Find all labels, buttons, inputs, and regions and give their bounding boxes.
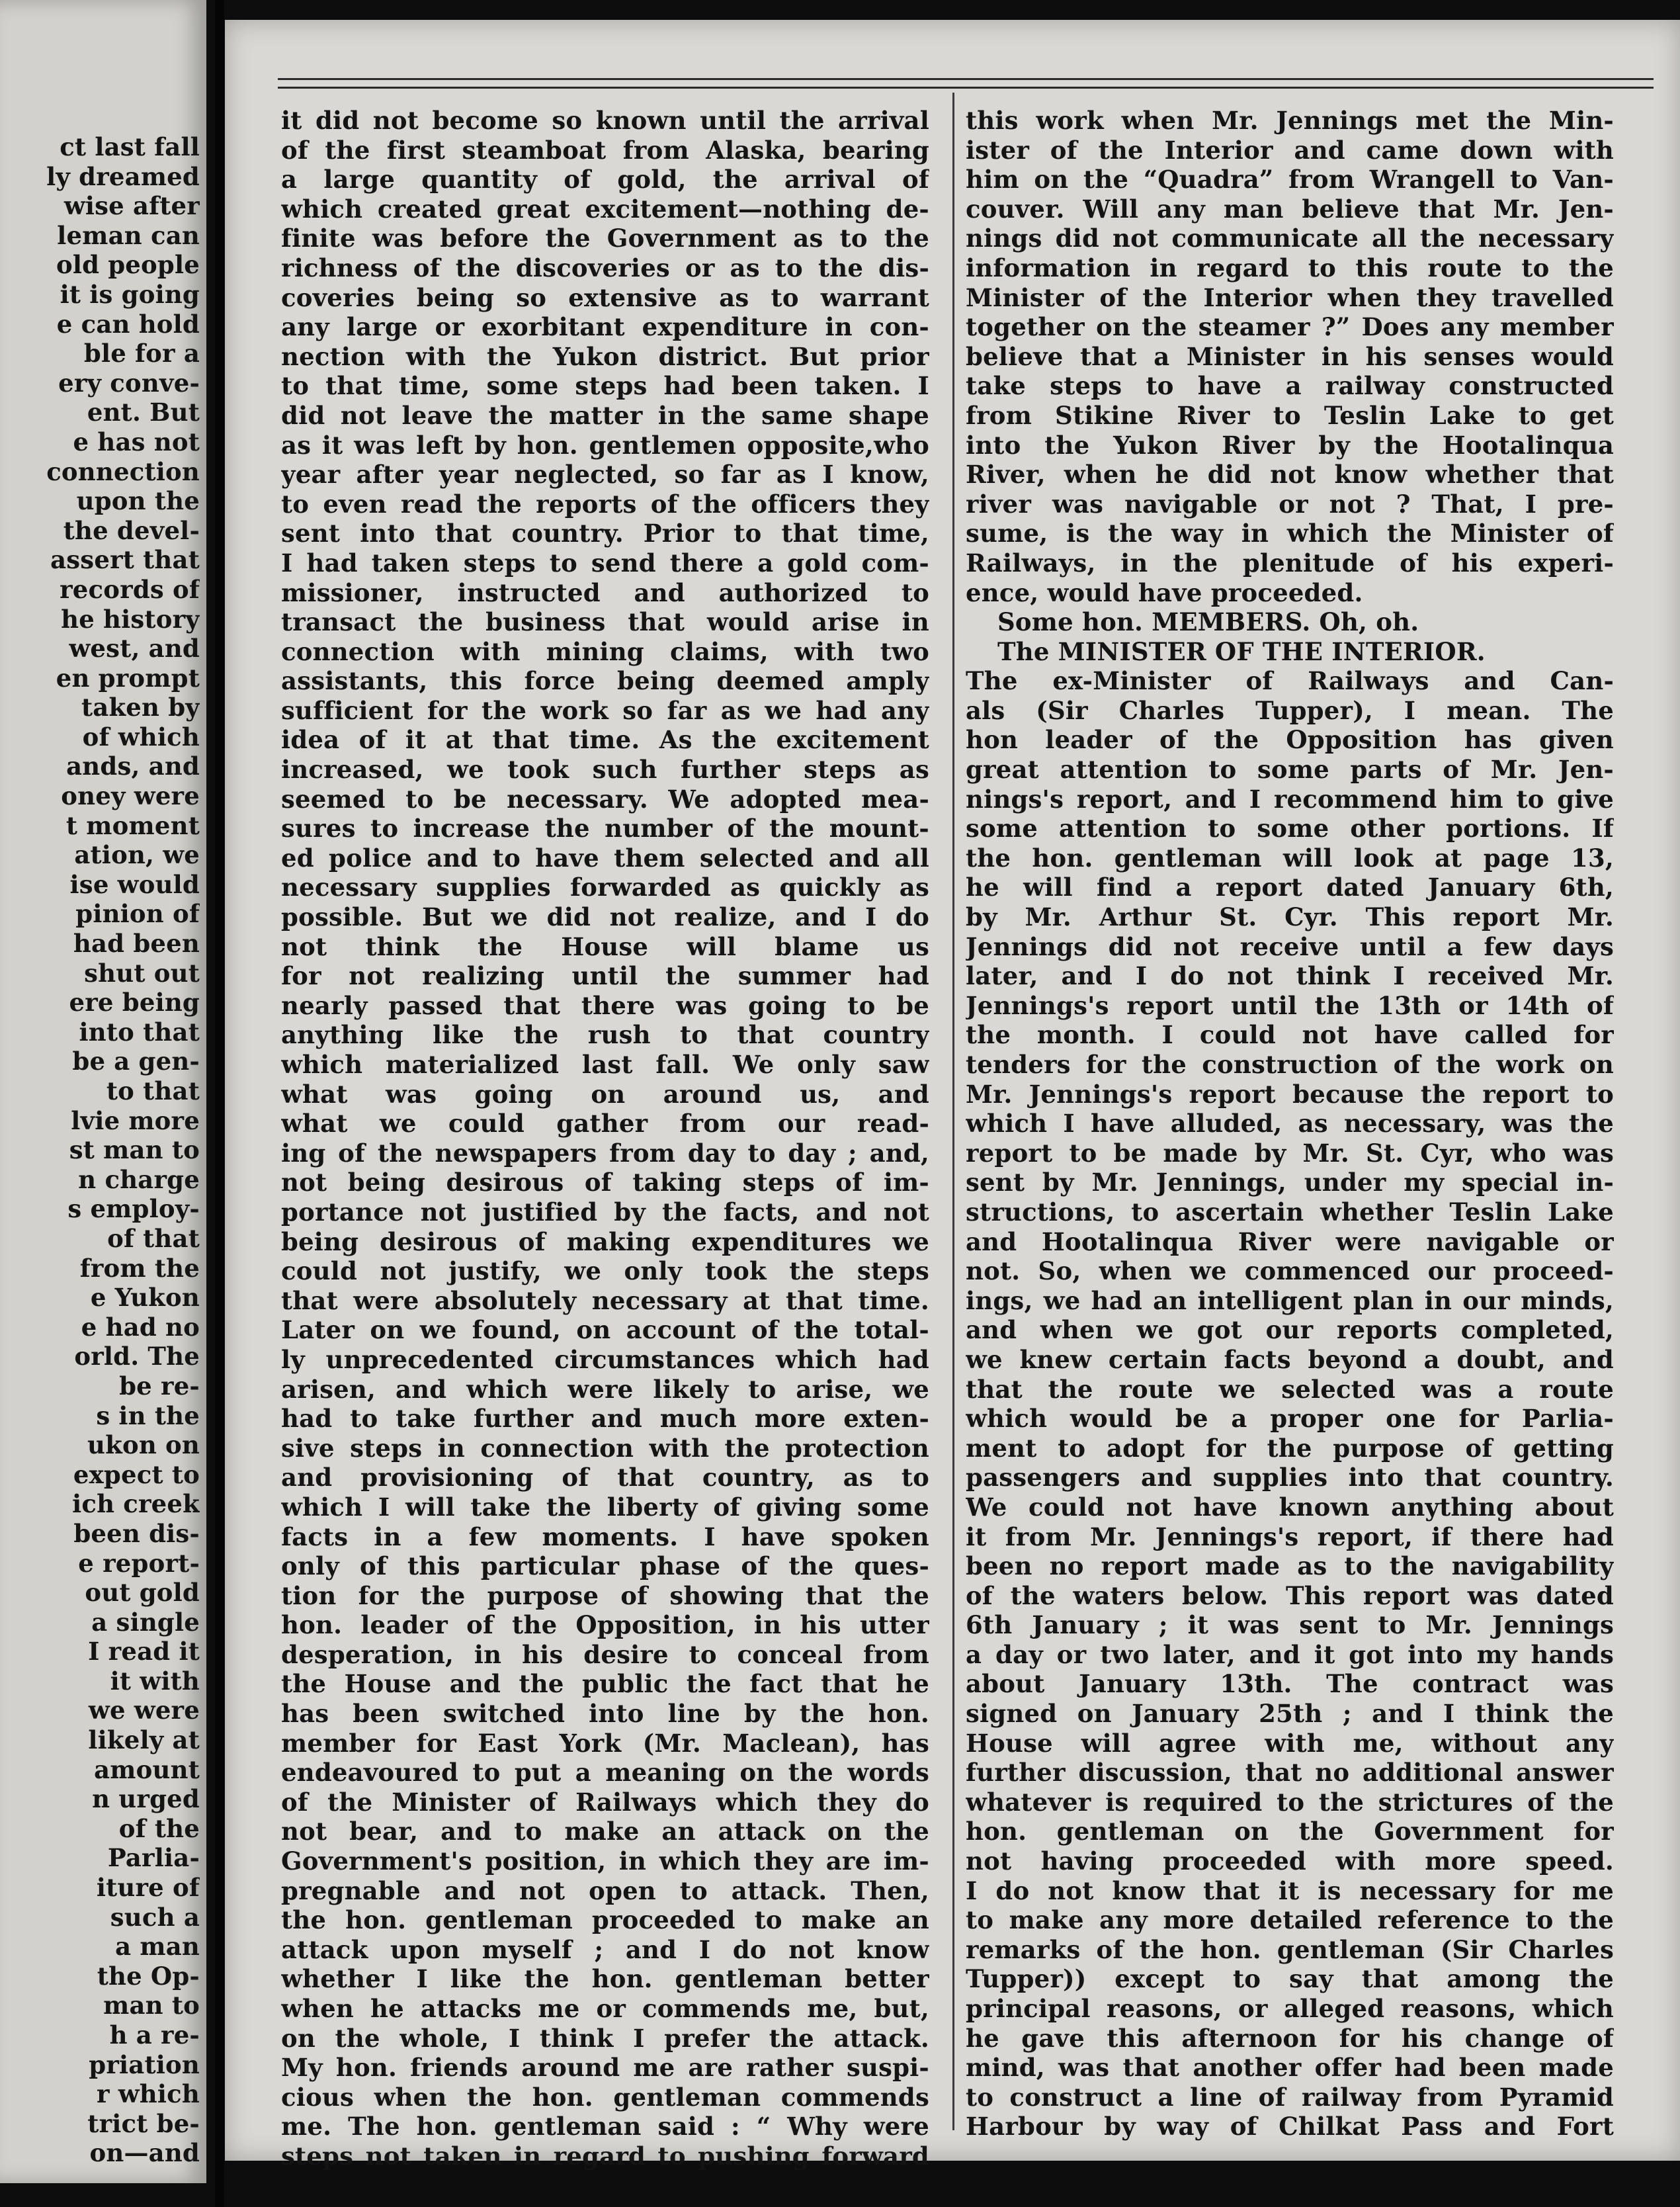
text-line: hon leader of the Opposition has given (966, 725, 1614, 755)
top-rule (278, 78, 1654, 89)
text-line: year after year neglected, so far as I know, (281, 460, 929, 490)
text-line: hon. leader of the Opposition, in his utter (281, 1610, 929, 1640)
text-line: principal reasons, or alleged reasons, which (966, 1994, 1614, 2023)
text-line: records of (60, 574, 200, 604)
text-line: wise after (63, 191, 200, 221)
text-line: ence, would have proceeded. (966, 578, 1363, 607)
text-line: this work when Mr. Jennings met the Min- (966, 106, 1614, 135)
text-line: a single (91, 1607, 200, 1637)
text-line: he history (61, 604, 200, 634)
text-line: trict be- (87, 2108, 200, 2138)
text-line: sive steps in connection with the protection (281, 1433, 929, 1463)
text-line: st man to (69, 1135, 200, 1165)
text-line: transact the business that would arise in (281, 607, 929, 637)
text-line: old people (56, 250, 200, 280)
text-line: take steps to have a railway constructed (966, 371, 1614, 401)
text-line: into the Yukon River by the Hootalinqua (966, 430, 1614, 460)
text-line: of the Minister of Railways which they do (281, 1787, 929, 1817)
text-line: lvie more (71, 1105, 200, 1135)
text-line: attack upon myself ; and I do not know (281, 1934, 929, 1964)
text-line: likely at (88, 1725, 200, 1755)
text-line: out gold (85, 1578, 200, 1608)
text-line: any large or exorbitant expenditure in con- (281, 312, 929, 342)
column-divider (952, 93, 954, 2130)
text-line: me. The hon. gentleman said : “ Why were (281, 2112, 929, 2142)
text-line: what was going on around us, and (281, 1079, 929, 1109)
text-line: increased, we took such further steps as (281, 755, 929, 785)
text-line: has been switched into line by the hon. (281, 1699, 929, 1729)
text-line: idea of it at that time. As the excitement (281, 725, 929, 755)
text-line: ed police and to have them selected and all (281, 843, 929, 873)
text-line: a large quantity of gold, the arrival of (281, 165, 929, 195)
text-line: of which (82, 722, 200, 752)
middle-column (281, 106, 929, 2171)
text-line: to make any more detailed reference to the (966, 1905, 1614, 1935)
text-line: I read it (88, 1637, 200, 1666)
text-line: h a re- (109, 2020, 200, 2050)
text-line: sent by Mr. Jennings, under my special in- (966, 1168, 1614, 1197)
text-line: desperation, in his desire to conceal from (281, 1639, 929, 1669)
text-line: which would be a proper one for Parlia- (966, 1404, 1614, 1434)
text-line: not. So, when we commenced our proceed- (966, 1256, 1614, 1286)
text-line: facts in a few moments. I have spoken (281, 1522, 929, 1551)
text-line: River, when he did not know whether that (966, 460, 1614, 490)
text-line: The ex-Minister of Railways and Can- (966, 666, 1614, 696)
text-line: the hon. gentleman proceeded to make an (281, 1905, 929, 1935)
text-line: had to take further and much more exten- (281, 1404, 929, 1434)
text-line: been no report made as to the navigability (966, 1551, 1614, 1581)
text-line: from the (79, 1253, 200, 1283)
text-line: believe that a Minister in his senses would (966, 341, 1614, 371)
text-line: ands, and (66, 752, 200, 781)
page-gutter (215, 0, 224, 2207)
text-line: for not realizing until the summer had (281, 961, 929, 991)
text-line: great attention to some parts of Mr. Jen- (966, 755, 1614, 785)
text-line: shut out (84, 958, 200, 988)
text-line: of the waters below. This report was dated (966, 1580, 1614, 1610)
text-line: Later on we found, on account of the total- (281, 1315, 929, 1345)
text-line: upon the (76, 486, 200, 516)
text-line: it did not become so known until the arrival (281, 106, 929, 135)
text-line: We could not have known anything about (966, 1492, 1614, 1522)
text-line: nings did not communicate all the necessary (966, 224, 1614, 253)
text-line: into that (79, 1017, 200, 1047)
text-line: nection with the Yukon district. But prior (281, 341, 929, 371)
text-line: n urged (92, 1784, 200, 1814)
text-line: a man (115, 1932, 200, 1962)
text-line: ble for a (83, 339, 200, 368)
text-line: nings's report, and I recommend him to give (966, 784, 1614, 814)
text-line: Mr. Jennings's report because the report to (966, 1079, 1614, 1109)
text-line: signed on January 25th ; and I think the (966, 1699, 1614, 1729)
text-line: that the route we selected was a route (966, 1374, 1614, 1404)
text-line: seemed to be necessary. We adopted mea- (281, 784, 929, 814)
text-line: orld. The (74, 1342, 200, 1371)
text-line: could not justify, we only took the steps (281, 1256, 929, 1286)
text-line: we knew certain facts beyond a doubt, and (966, 1344, 1614, 1374)
text-line: to that time, some steps had been taken. I (281, 371, 929, 401)
text-line: such a (110, 1902, 200, 1932)
text-line: not bear, and to make an attack on the (281, 1817, 929, 1846)
text-line: pinion of (75, 899, 200, 929)
text-line: n charge (78, 1164, 200, 1194)
text-line: together on the steamer ?” Does any member (966, 312, 1614, 342)
text-line: e Yukon (90, 1283, 200, 1313)
text-line: ister of the Interior and came down with (966, 135, 1614, 165)
text-line: be a gen- (72, 1047, 200, 1076)
text-line: west, and (69, 634, 200, 664)
text-line: not being desirous of taking steps of im- (281, 1168, 929, 1197)
text-line: taken by (81, 693, 200, 722)
text-line: missioner, instructed and authorized to (281, 578, 929, 607)
text-line: assert that (50, 545, 200, 575)
text-line: e report- (78, 1548, 200, 1578)
text-line: on—and (89, 2138, 200, 2168)
text-line: whether I like the hon. gentleman better (281, 1964, 929, 1994)
text-line: which created great excitement—nothing de- (281, 194, 929, 224)
text-line: The MINISTER OF THE INTERIOR. (997, 636, 1486, 666)
text-line: had been (73, 929, 200, 959)
text-line: Parlia- (107, 1843, 200, 1873)
text-line: structions, to ascertain whether Teslin Lake (966, 1197, 1614, 1227)
text-line: as it was left by hon. gentlemen opposite,who (281, 430, 929, 460)
text-line: Railways, in the plenitude of his experi- (966, 548, 1614, 578)
text-line: report to be made by Mr. St. Cyr, who was (966, 1138, 1614, 1168)
text-line: which materialized last fall. We only saw (281, 1050, 929, 1079)
text-line: hon. gentleman on the Government for (966, 1817, 1614, 1846)
text-line: oney were (61, 781, 200, 811)
text-line: portance not justified by the facts, and not (281, 1197, 929, 1227)
text-line: it with (110, 1666, 200, 1696)
text-line: couver. Will any man believe that Mr. Jen- (966, 194, 1614, 224)
text-line: ation, we (74, 840, 200, 870)
text-line: cious when the hon. gentleman commends (281, 2082, 929, 2112)
text-line: ing of the newspapers from day to day ; and, (281, 1138, 929, 1168)
text-line: necessary supplies forwarded as quickly as (281, 873, 929, 902)
text-line: not having proceeded with more speed. (966, 1846, 1614, 1876)
text-line: pregnable and not open to attack. Then, (281, 1876, 929, 1905)
text-line: iture of (96, 1873, 200, 1903)
text-line: the devel- (63, 515, 200, 545)
text-line: him on the “Quadra” from Wrangell to Van- (966, 165, 1614, 195)
text-line: House will agree with me, without any (966, 1728, 1614, 1758)
text-line: leman can (57, 220, 200, 250)
text-line: by Mr. Arthur St. Cyr. This report Mr. (966, 902, 1614, 932)
text-line: river was navigable or not ? That, I pre- (966, 489, 1614, 519)
text-line: ings, we had an intelligent plan in our minds, (966, 1285, 1614, 1315)
text-line: sufficient for the work so far as we had any (281, 695, 929, 725)
text-line: that were absolutely necessary at that time. (281, 1285, 929, 1315)
text-line: the House and the public the fact that he (281, 1669, 929, 1699)
text-line: and provisioning of that country, as to (281, 1463, 929, 1493)
text-line: s employ- (67, 1194, 200, 1224)
text-line: we were (88, 1696, 200, 1725)
text-line: sent into that country. Prior to that time, (281, 519, 929, 548)
text-line: further discussion, that no additional answer (966, 1758, 1614, 1788)
text-line: t moment (65, 810, 200, 840)
text-line: r which (96, 2079, 200, 2109)
text-line: the month. I could not have called for (966, 1020, 1614, 1050)
text-line: member for East York (Mr. Maclean), has (281, 1728, 929, 1758)
text-line: finite was before the Government as to the (281, 224, 929, 253)
text-line: nearly passed that there was going to be (281, 990, 929, 1020)
text-line: on the whole, I think I prefer the attack. (281, 2023, 929, 2053)
text-line: did not leave the matter in the same shape (281, 400, 929, 430)
text-line: it from Mr. Jennings's report, if there had (966, 1522, 1614, 1551)
text-line: tion for the purpose of showing that the (281, 1580, 929, 1610)
text-line: Government's position, in which they are im- (281, 1846, 929, 1876)
text-line: ukon on (87, 1430, 200, 1460)
text-line: connection with mining claims, with two (281, 636, 929, 666)
text-line: sures to increase the number of the mount- (281, 814, 929, 844)
text-line: ly unprecedented circumstances which had (281, 1344, 929, 1374)
text-line: some attention to some other portions. If (966, 814, 1614, 844)
text-line: the Op- (97, 1961, 200, 1991)
text-line: Harbour by way of Chilkat Pass and Fort (966, 2112, 1614, 2142)
text-line: a day or two later, and it got into my hands (966, 1639, 1614, 1669)
text-line: remarks of the hon. gentleman (Sir Charles (966, 1934, 1614, 1964)
text-line: Jennings's report until the 13th or 14th of (966, 990, 1614, 1020)
text-line: ment to adopt for the purpose of getting (966, 1433, 1614, 1463)
text-line: ich creek (72, 1489, 200, 1519)
text-line: als (Sir Charles Tupper), I mean. The (966, 695, 1614, 725)
text-line: ise would (69, 869, 200, 899)
text-line: ly dreamed (46, 161, 200, 191)
text-line: to even read the reports of the officers they (281, 489, 929, 519)
text-line: ery conve- (58, 368, 200, 398)
text-line: Some hon. MEMBERS. Oh, oh. (997, 607, 1419, 637)
text-line: it is going (60, 279, 200, 309)
text-line: e has not (73, 427, 200, 456)
text-line: connection (46, 456, 200, 486)
text-line: coveries being so extensive as to warrant (281, 282, 929, 312)
text-line: e can hold (56, 309, 200, 339)
text-line: whatever is required to the strictures of the (966, 1787, 1614, 1817)
text-line: when he attacks me or commends me, but, (281, 1994, 929, 2023)
text-line: ent. But (87, 398, 200, 427)
text-line: richness of the discoveries or as to the dis- (281, 253, 929, 282)
text-line: amount (94, 1754, 200, 1784)
text-line: he gave this afternoon for his change of (966, 2023, 1614, 2053)
right-column (966, 106, 1614, 2142)
text-line: which I will take the liberty of giving some (281, 1492, 929, 1522)
text-line: possible. But we did not realize, and I do (281, 902, 929, 932)
text-line: endeavoured to put a meaning on the words (281, 1758, 929, 1788)
text-line: and Hootalinqua River were navigable or (966, 1227, 1614, 1256)
text-line: being desirous of making expenditures we (281, 1227, 929, 1256)
text-line: which I have alluded, as necessary, was the (966, 1109, 1614, 1139)
text-line: information in regard to this route to the (966, 253, 1614, 282)
text-line: of the first steamboat from Alaska, bearing (281, 135, 929, 165)
text-line: My hon. friends around me are rather suspi- (281, 2053, 929, 2083)
text-line: what we could gather from our read- (281, 1109, 929, 1139)
text-line: assistants, this force being deemed amply (281, 666, 929, 696)
text-line: from Stikine River to Teslin Lake to get (966, 400, 1614, 430)
text-line: priation (89, 2050, 200, 2079)
text-line: ere being (69, 988, 200, 1017)
text-line: anything like the rush to that country (281, 1020, 929, 1050)
text-line: only of this particular phase of the ques- (281, 1551, 929, 1581)
text-line: the hon. gentleman will look at page 13, (966, 843, 1614, 873)
text-line: tenders for the construction of the work on (966, 1050, 1614, 1079)
text-line: be re- (119, 1371, 200, 1401)
text-line: s in the (96, 1401, 200, 1430)
text-line: to that (106, 1076, 200, 1105)
text-line: and when we got our reports completed, (966, 1315, 1614, 1345)
left-fragment-column (0, 132, 200, 2168)
text-line: arisen, and which were likely to arise, we (281, 1374, 929, 1404)
text-line: sume, is the way in which the Minister of (966, 519, 1614, 548)
text-line: passengers and supplies into that country. (966, 1463, 1614, 1493)
text-line: I do not know that it is necessary for me (966, 1876, 1614, 1905)
text-line: I had taken steps to send there a gold com- (281, 548, 929, 578)
text-line: he will find a report dated January 6th, (966, 873, 1614, 902)
text-line: man to (103, 1991, 200, 2020)
text-line: mind, was that another offer had been made (966, 2053, 1614, 2083)
text-line: expect to (73, 1459, 200, 1489)
text-line: of that (107, 1223, 200, 1253)
text-line: about January 13th. The contract was (966, 1669, 1614, 1699)
text-line: e had no (81, 1312, 200, 1342)
text-line: been dis- (73, 1518, 200, 1548)
text-line: later, and I do not think I received Mr. (966, 961, 1614, 991)
text-line: steps not taken in regard to pushing forward (281, 2141, 929, 2171)
text-line: ct last fall (60, 132, 200, 161)
text-line: to construct a line of railway from Pyramid (966, 2082, 1614, 2112)
text-line: Tupper)) except to say that among the (966, 1964, 1614, 1994)
text-line: of the (118, 1813, 200, 1843)
text-line: Minister of the Interior when they travelled (966, 282, 1614, 312)
text-line: en prompt (56, 663, 200, 693)
text-line: 6th January ; it was sent to Mr. Jennings (966, 1610, 1614, 1640)
text-line: not think the House will blame us (281, 931, 929, 961)
text-line: Jennings did not receive until a few days (966, 931, 1614, 961)
adjacent-page-fragment (0, 0, 206, 2183)
